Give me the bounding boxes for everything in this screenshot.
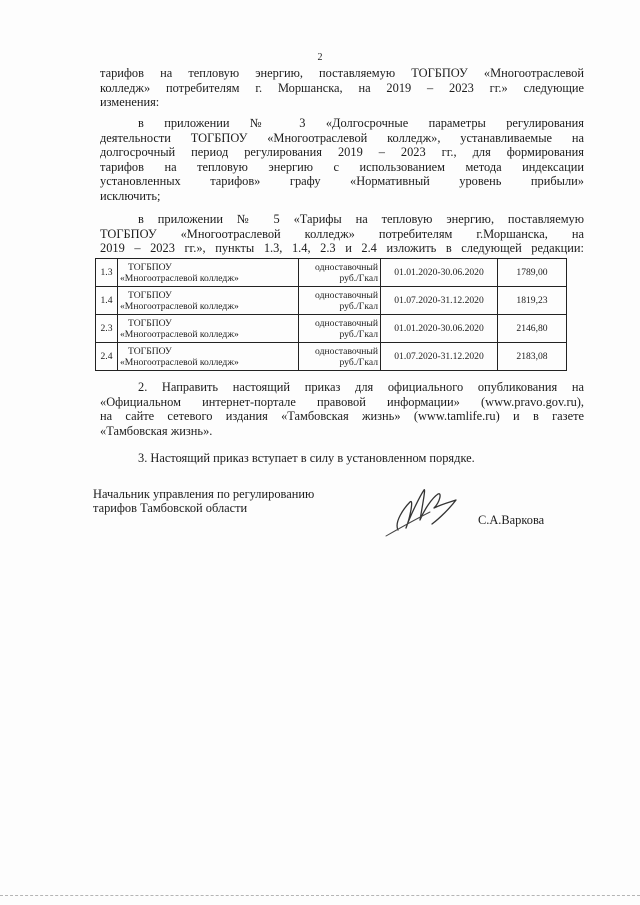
tariff-type: одноставочный (315, 261, 378, 273)
tariff-unit: руб./Гкал (339, 356, 378, 368)
annex-5-paragraph (100, 212, 584, 256)
unit-cell (299, 315, 381, 343)
table-row (96, 343, 567, 371)
row-number: 1.3 (96, 259, 118, 287)
text-line: долгосрочный период регулирования 2019 – 2023 гг., для формирования (100, 145, 584, 160)
item-2-paragraph (100, 380, 584, 438)
text-line: в приложении № 3 «Долгосрочные параметры регулирования (138, 116, 584, 130)
text-line: «Официальном интернет-портале правовой информации» (www.pravo.gov.ru), (100, 394, 584, 409)
organization-cell (118, 259, 299, 287)
text-line: 2019 – 2023 гг.», пункты 1.3, 1.4, 2.3 и 2.4 изложить в следующей редакции: (100, 241, 584, 256)
signatory-name: С.А.Варкова (478, 513, 545, 527)
organization-name: «Многоотраслевой колледж» (120, 328, 239, 340)
row-number: 2.4 (96, 343, 118, 371)
organization-name: «Многоотраслевой колледж» (120, 356, 239, 368)
text-line: тарифов на тепловую энергию с использованием метода индексации (100, 159, 584, 174)
text-line: исключить; (100, 188, 161, 203)
text-line: деятельности ТОГБПОУ «Многоотраслевой колледж», устанавливаемые на (100, 130, 584, 145)
unit-cell (299, 287, 381, 315)
scan-edge-rule (0, 895, 640, 896)
organization-name: «Многоотраслевой колледж» (120, 272, 239, 284)
text-line: 2. Направить настоящий приказ для официального опубликования на (138, 380, 584, 394)
item-3-paragraph (100, 451, 584, 466)
tariff-value: 1789,00 (498, 259, 567, 287)
tariff-unit: руб./Гкал (339, 328, 378, 340)
table-row (96, 287, 567, 315)
period-cell: 01.07.2020-31.12.2020 (381, 287, 498, 315)
text-line: изменения: (100, 95, 160, 110)
organization-name: ТОГБПОУ (128, 261, 172, 273)
text-line: установленных тарифов» графу «Нормативный уровень прибыли» (100, 174, 584, 189)
organization-name: ТОГБПОУ (128, 317, 172, 329)
organization-name: «Многоотраслевой колледж» (120, 300, 239, 312)
tariff-value: 2146,80 (498, 315, 567, 343)
tariff-value: 2183,08 (498, 343, 567, 371)
tariff-value: 1819,23 (498, 287, 567, 315)
tariff-unit: руб./Гкал (339, 300, 378, 312)
organization-name: ТОГБПОУ (128, 289, 172, 301)
tariff-type: одноставочный (315, 289, 378, 301)
page-number: 2 (317, 52, 323, 63)
signatory-title-line: тарифов Тамбовской области (93, 501, 248, 515)
text-line: тарифов на тепловую энергию, поставляемую ТОГБПОУ «Многоотраслевой (100, 66, 584, 80)
handwritten-signature (380, 478, 470, 538)
period-cell: 01.01.2020-30.06.2020 (381, 315, 498, 343)
annex-3-paragraph (100, 116, 584, 204)
unit-cell (299, 259, 381, 287)
text-line: на сайте сетевого издания «Тамбовская жизнь» (www.tamlife.ru) и в газете (100, 409, 584, 424)
table-row (96, 259, 567, 287)
intro-paragraph (100, 66, 584, 110)
text-line: 3. Настоящий приказ вступает в силу в установленном порядке. (138, 451, 475, 465)
row-number: 2.3 (96, 315, 118, 343)
organization-name: ТОГБПОУ (128, 345, 172, 357)
text-line: ТОГБПОУ «Многоотраслевой колледж» потребителям г.Моршанска, на (100, 226, 584, 241)
unit-cell (299, 343, 381, 371)
organization-cell (118, 315, 299, 343)
row-number: 1.4 (96, 287, 118, 315)
text-line: в приложении № 5 «Тарифы на тепловую энергию, поставляемую (138, 212, 584, 226)
tariff-type: одноставочный (315, 345, 378, 357)
tariff-table (95, 258, 567, 371)
tariff-type: одноставочный (315, 317, 378, 329)
text-line: «Тамбовская жизнь». (100, 423, 213, 438)
signatory-title (93, 487, 314, 515)
period-cell: 01.01.2020-30.06.2020 (381, 259, 498, 287)
table-row (96, 315, 567, 343)
organization-cell (118, 343, 299, 371)
text-line: колледж» потребителям г. Моршанска, на 2019 – 2023 гг.» следующие (100, 80, 584, 95)
organization-cell (118, 287, 299, 315)
tariff-unit: руб./Гкал (339, 272, 378, 284)
signatory-title-line: Начальник управления по регулированию (93, 487, 315, 501)
period-cell: 01.07.2020-31.12.2020 (381, 343, 498, 371)
